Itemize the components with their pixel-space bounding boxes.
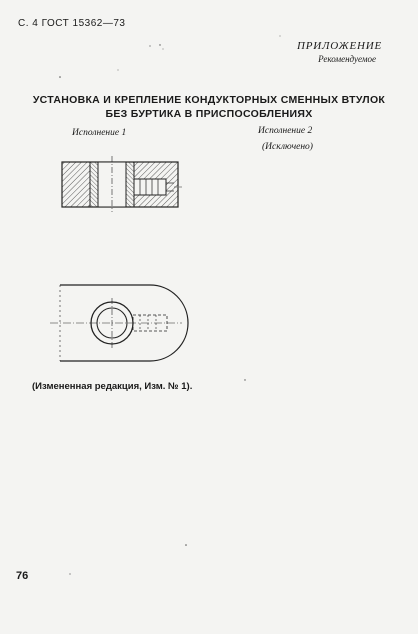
document-title-line-2: БЕЗ БУРТИКА В ПРИСПОСОБЛЕНИЯХ — [105, 108, 313, 120]
variant-2-status: (Исключено) — [262, 142, 313, 152]
appendix-title: ПРИЛОЖЕНИЕ — [297, 40, 382, 52]
section-view — [62, 156, 184, 212]
variant-1-label: Исполнение 1 — [72, 128, 127, 138]
variant-2-label: Исполнение 2 — [258, 126, 313, 136]
page-number: 76 — [16, 570, 29, 582]
document-title-line-1: УСТАНОВКА И КРЕПЛЕНИЕ КОНДУКТОРНЫХ СМЕННЫХ ВТУЛОК — [32, 94, 386, 106]
page-header: С. 4 ГОСТ 15362—73 — [18, 18, 126, 29]
scan-specks — [59, 36, 280, 575]
edition-note: (Измененная редакция, Изм. № 1). — [32, 381, 193, 392]
appendix-subtitle: Рекомендуемое — [318, 54, 376, 64]
plan-view — [50, 285, 188, 361]
